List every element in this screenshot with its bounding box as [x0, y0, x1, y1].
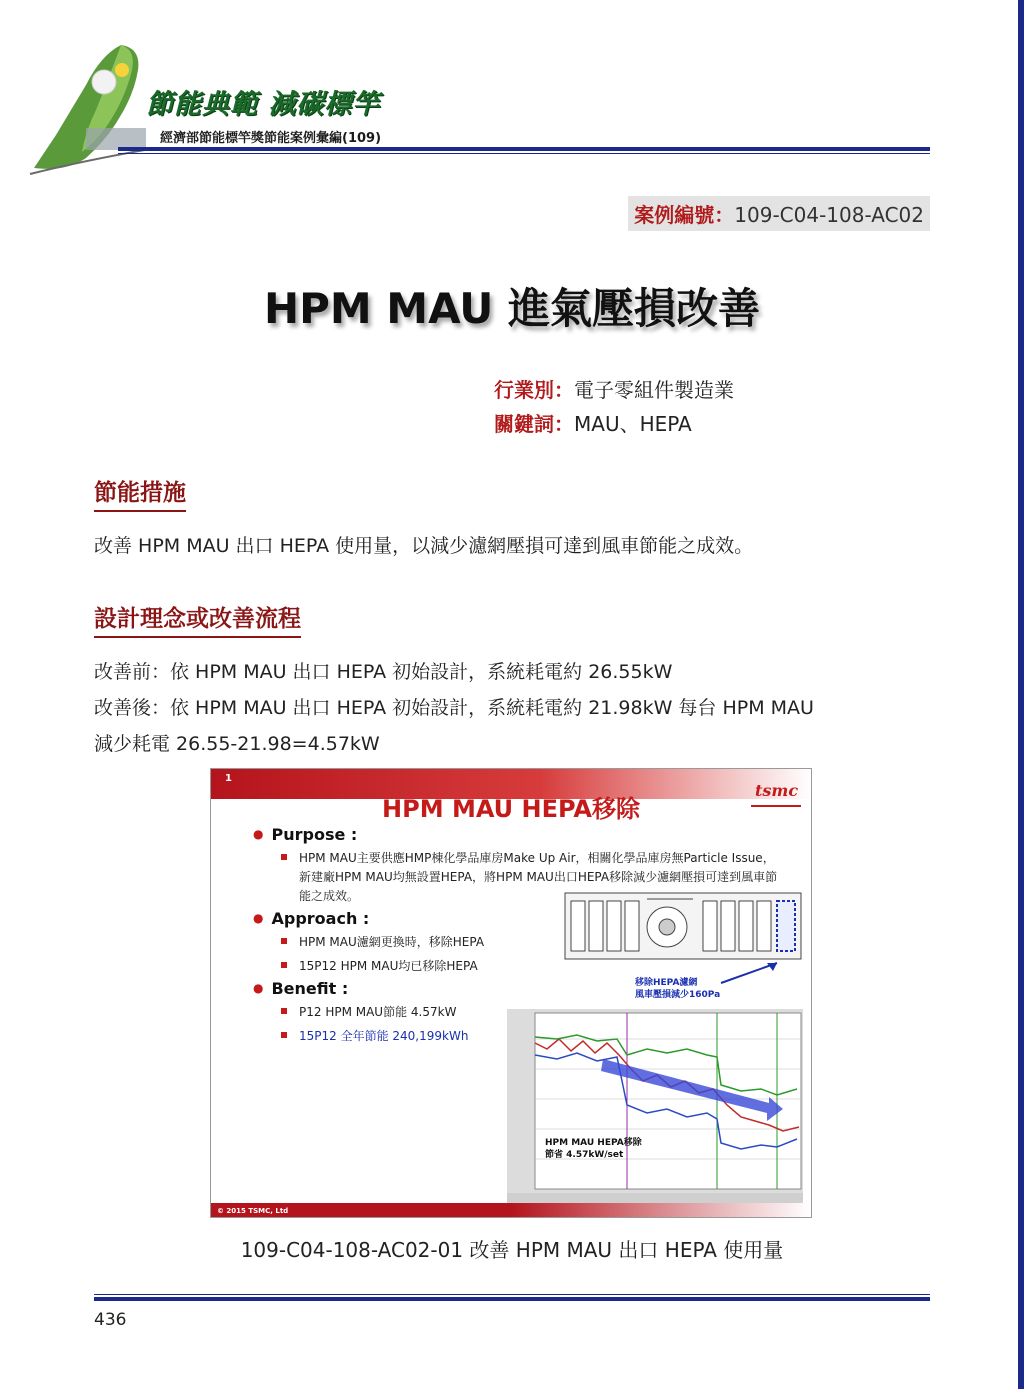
- design-text: [94, 654, 930, 762]
- keyword-value: MAU、HEPA: [574, 412, 692, 436]
- slide-footer-bar: [211, 1203, 811, 1217]
- header-rule-thin: [118, 153, 930, 154]
- case-number-value: 109-C04-108-AC02: [734, 203, 924, 227]
- header-subtitle: 經濟部節能標竿獎節能案例彙編(109): [160, 131, 382, 146]
- purpose-item: HPM MAU主要供應HMP棟化學品庫房Make Up Air，相關化學品庫房無Particle Issue，新建廠HPM MAU均無設置HEPA，將HPM MAU出口HEPA移除減少濾網壓損可達到風車節能之成效。: [281, 849, 791, 906]
- case-number-label: 案例編號：: [634, 203, 735, 227]
- design-line: 減少耗電 26.55-21.98=4.57kW: [94, 733, 380, 755]
- industry-value: 電子零組件製造業: [574, 378, 734, 402]
- page-number: 436: [94, 1310, 127, 1330]
- slide-title: HPM MAU HEPA移除: [382, 795, 640, 823]
- embedded-slide-image: [210, 768, 812, 1218]
- slide-copyright: © 2015 TSMC, Ltd: [217, 1207, 289, 1215]
- page-title: HPM MAU 進氣壓損改善: [263, 284, 761, 333]
- tsmc-logo: tsmc: [755, 781, 799, 800]
- keyword-label: 關鍵詞：: [494, 412, 574, 436]
- design-line: 改善後：依 HPM MAU 出口 HEPA 初始設計，系統耗電約 21.98kW 每台 HPM MAU: [94, 697, 814, 719]
- approach-item: 15P12 HPM MAU均已移除HEPA: [281, 957, 478, 976]
- keyword-line: [494, 408, 692, 437]
- design-line: 改善前：依 HPM MAU 出口 HEPA 初始設計，系統耗電約 26.55kW: [94, 661, 673, 683]
- slide-number: 1: [225, 773, 232, 784]
- figure-caption: 109-C04-108-AC02-01 改善 HPM MAU 出口 HEPA 使用量: [240, 1238, 784, 1262]
- page-edge-bar: [1018, 0, 1024, 1389]
- header-title: 節能典範 減碳標竿: [146, 89, 381, 120]
- benefit-item: P12 HPM MAU節能 4.57kW: [281, 1003, 456, 1022]
- header-rule: [118, 147, 930, 151]
- hepa-removal-callout: 移除HEPA濾網 風車壓損減少160Pa: [635, 978, 721, 1000]
- measure-text: 改善 HPM MAU 出口 HEPA 使用量，以減少濾網壓損可達到風車節能之成效。: [94, 535, 754, 557]
- benefit-bullet: ● Benefit :: [253, 979, 348, 998]
- case-number: [628, 196, 930, 231]
- footer-rule: [94, 1297, 930, 1301]
- approach-item: HPM MAU濾網更換時，移除HEPA: [281, 933, 484, 952]
- industry-label: 行業別：: [494, 378, 574, 402]
- benefit-item: 15P12 全年節能 240,199kWh: [281, 1027, 468, 1046]
- measure-heading: 節能措施: [94, 474, 186, 512]
- power-trend-chart-image: [507, 1009, 803, 1209]
- purpose-bullet: ● Purpose :: [253, 825, 357, 844]
- design-heading: 設計理念或改善流程: [94, 600, 301, 638]
- industry-line: [494, 374, 734, 403]
- trend-note: HPM MAU HEPA移除 節省 4.57kW/set: [545, 1138, 642, 1160]
- approach-bullet: ● Approach :: [253, 909, 369, 928]
- footer-rule-thin: [94, 1294, 930, 1295]
